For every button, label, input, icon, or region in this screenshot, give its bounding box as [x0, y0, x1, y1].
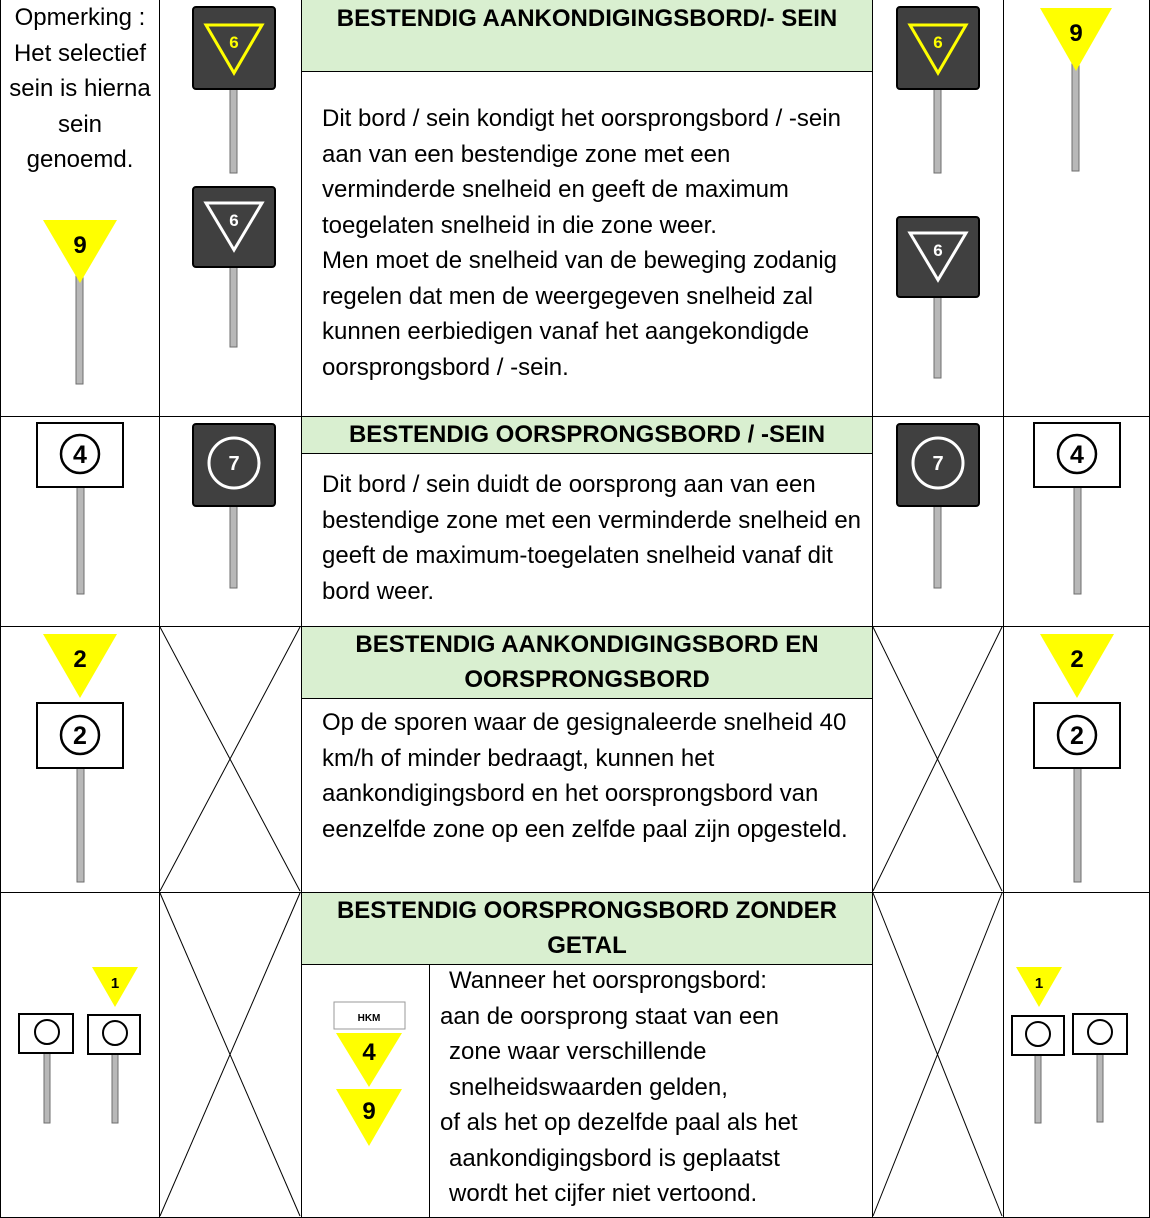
section-body: Op de sporen waar de gesignaleerde snelheid 40 km/h of minder bedraagt, kunnen het aankondigingsbord en het oorsprongsbord van eenzelfde zone op een zelfde paal zijn opgesteld.	[322, 709, 848, 843]
announcement-signal-pair	[192, 5, 278, 350]
body-line: aankondigingsbord is geplaatst	[449, 1144, 780, 1172]
grid-line	[1003, 0, 1004, 1218]
sign-number: 2	[1070, 722, 1084, 750]
sign-pole	[112, 1053, 118, 1123]
sign-pole	[44, 1053, 50, 1123]
hkm-label: HKM	[357, 1013, 381, 1024]
sign-number: 4	[1070, 441, 1084, 469]
origin-signal-right	[896, 422, 982, 592]
section-body: Dit bord / sein duidt de oorsprong aan van een bestendige zone met een verminderde snelheid en geeft de maximum-toegelaten snelheid vanaf dit bord weer.	[322, 471, 862, 605]
body-paragraph: Men moet de snelheid van de beweging zodanig regelen dat men de weergegeven snelheid zal kunnen eerbiedigen vanaf het aangekondigde oorsprongsbord / -sein.	[322, 247, 838, 381]
signal-pole	[934, 296, 941, 378]
section-header: BESTENDIG AANKONDIGINGSBORD/- SEIN	[302, 0, 872, 72]
combined-sign-right	[1033, 630, 1123, 885]
origin-signal	[192, 422, 278, 592]
section-header: BESTENDIG OORSPRONGSBORD / -SEIN	[302, 417, 872, 454]
body-paragraph: Dit bord / sein kondigt het oorsprongsbord / -sein aan van een bestendige zone met een verminderde snelheid en geeft de maximum toegelaten snelheid in die zone weer.	[322, 105, 841, 239]
sign-pole	[1074, 768, 1081, 882]
grid-line	[301, 0, 302, 1218]
signal-pole	[230, 265, 237, 347]
sign-number: 1	[110, 975, 120, 992]
sign-pole	[77, 768, 84, 882]
not-applicable-cross	[159, 626, 301, 892]
yellow-announcement-sign	[1036, 3, 1116, 173]
signal-number: 6	[229, 211, 239, 230]
not-applicable-cross	[872, 626, 1003, 892]
not-applicable-cross	[159, 892, 301, 1217]
sign-number: 9	[1069, 20, 1083, 47]
body-line: Wanneer het oorsprongsbord:	[449, 967, 767, 994]
sign-number: 4	[73, 441, 87, 469]
numberless-origin-boards-right	[1011, 965, 1131, 1127]
sign-number: 2	[1070, 646, 1084, 673]
grid-line	[429, 965, 430, 1218]
grid-line	[0, 0, 1, 1218]
sign-number: 2	[73, 646, 87, 673]
sign-pole	[77, 486, 84, 594]
signal-pole	[230, 506, 237, 588]
hkm-sign-stack	[333, 1001, 407, 1151]
remark-note: Opmerking : Het selectief sein is hierna sein genoemd.	[9, 4, 151, 173]
signal-number: 6	[933, 241, 943, 260]
sign-pole	[1072, 63, 1079, 171]
body-line: of als het op dezelfde paal als het	[440, 1109, 798, 1136]
section-header: BESTENDIG OORSPRONGSBORD ZONDER GETAL	[302, 893, 872, 965]
announcement-signal-pair-right	[896, 5, 982, 380]
signal-number: 6	[933, 33, 943, 52]
sign-number: 2	[73, 722, 87, 750]
body-line: aan de oorsprong staat van een	[440, 1002, 779, 1030]
signal-number: 7	[228, 453, 240, 475]
origin-board-left	[36, 422, 126, 597]
not-applicable-cross	[872, 892, 1003, 1217]
sign-number: 9	[362, 1098, 376, 1125]
section-body	[440, 963, 870, 1212]
combined-sign-left	[36, 630, 126, 885]
yellow-announcement-sign-note	[40, 215, 120, 390]
sign-number: 4	[362, 1039, 376, 1066]
sign-pole	[1074, 486, 1081, 594]
signal-number: 6	[229, 33, 239, 52]
section-header: BESTENDIG AANKONDIGINGSBORD EN OORSPRONGSBORD	[302, 627, 872, 699]
signal-pole	[934, 506, 941, 588]
signal-number: 7	[932, 453, 944, 475]
body-line: wordt het cijfer niet vertoond.	[449, 1180, 758, 1207]
sign-number: 1	[1034, 975, 1044, 992]
signal-pole	[230, 89, 237, 173]
origin-board-right	[1033, 422, 1123, 597]
sign-pole	[1097, 1054, 1103, 1122]
section-body	[322, 101, 862, 385]
body-line: snelheidswaarden gelden,	[449, 1073, 728, 1101]
signal-pole	[934, 89, 941, 173]
sign-number: 9	[73, 232, 87, 259]
sign-pole	[76, 271, 83, 384]
numberless-origin-boards-left	[18, 965, 148, 1127]
sign-pole	[1035, 1055, 1041, 1123]
body-line: zone waar verschillende	[449, 1038, 707, 1065]
